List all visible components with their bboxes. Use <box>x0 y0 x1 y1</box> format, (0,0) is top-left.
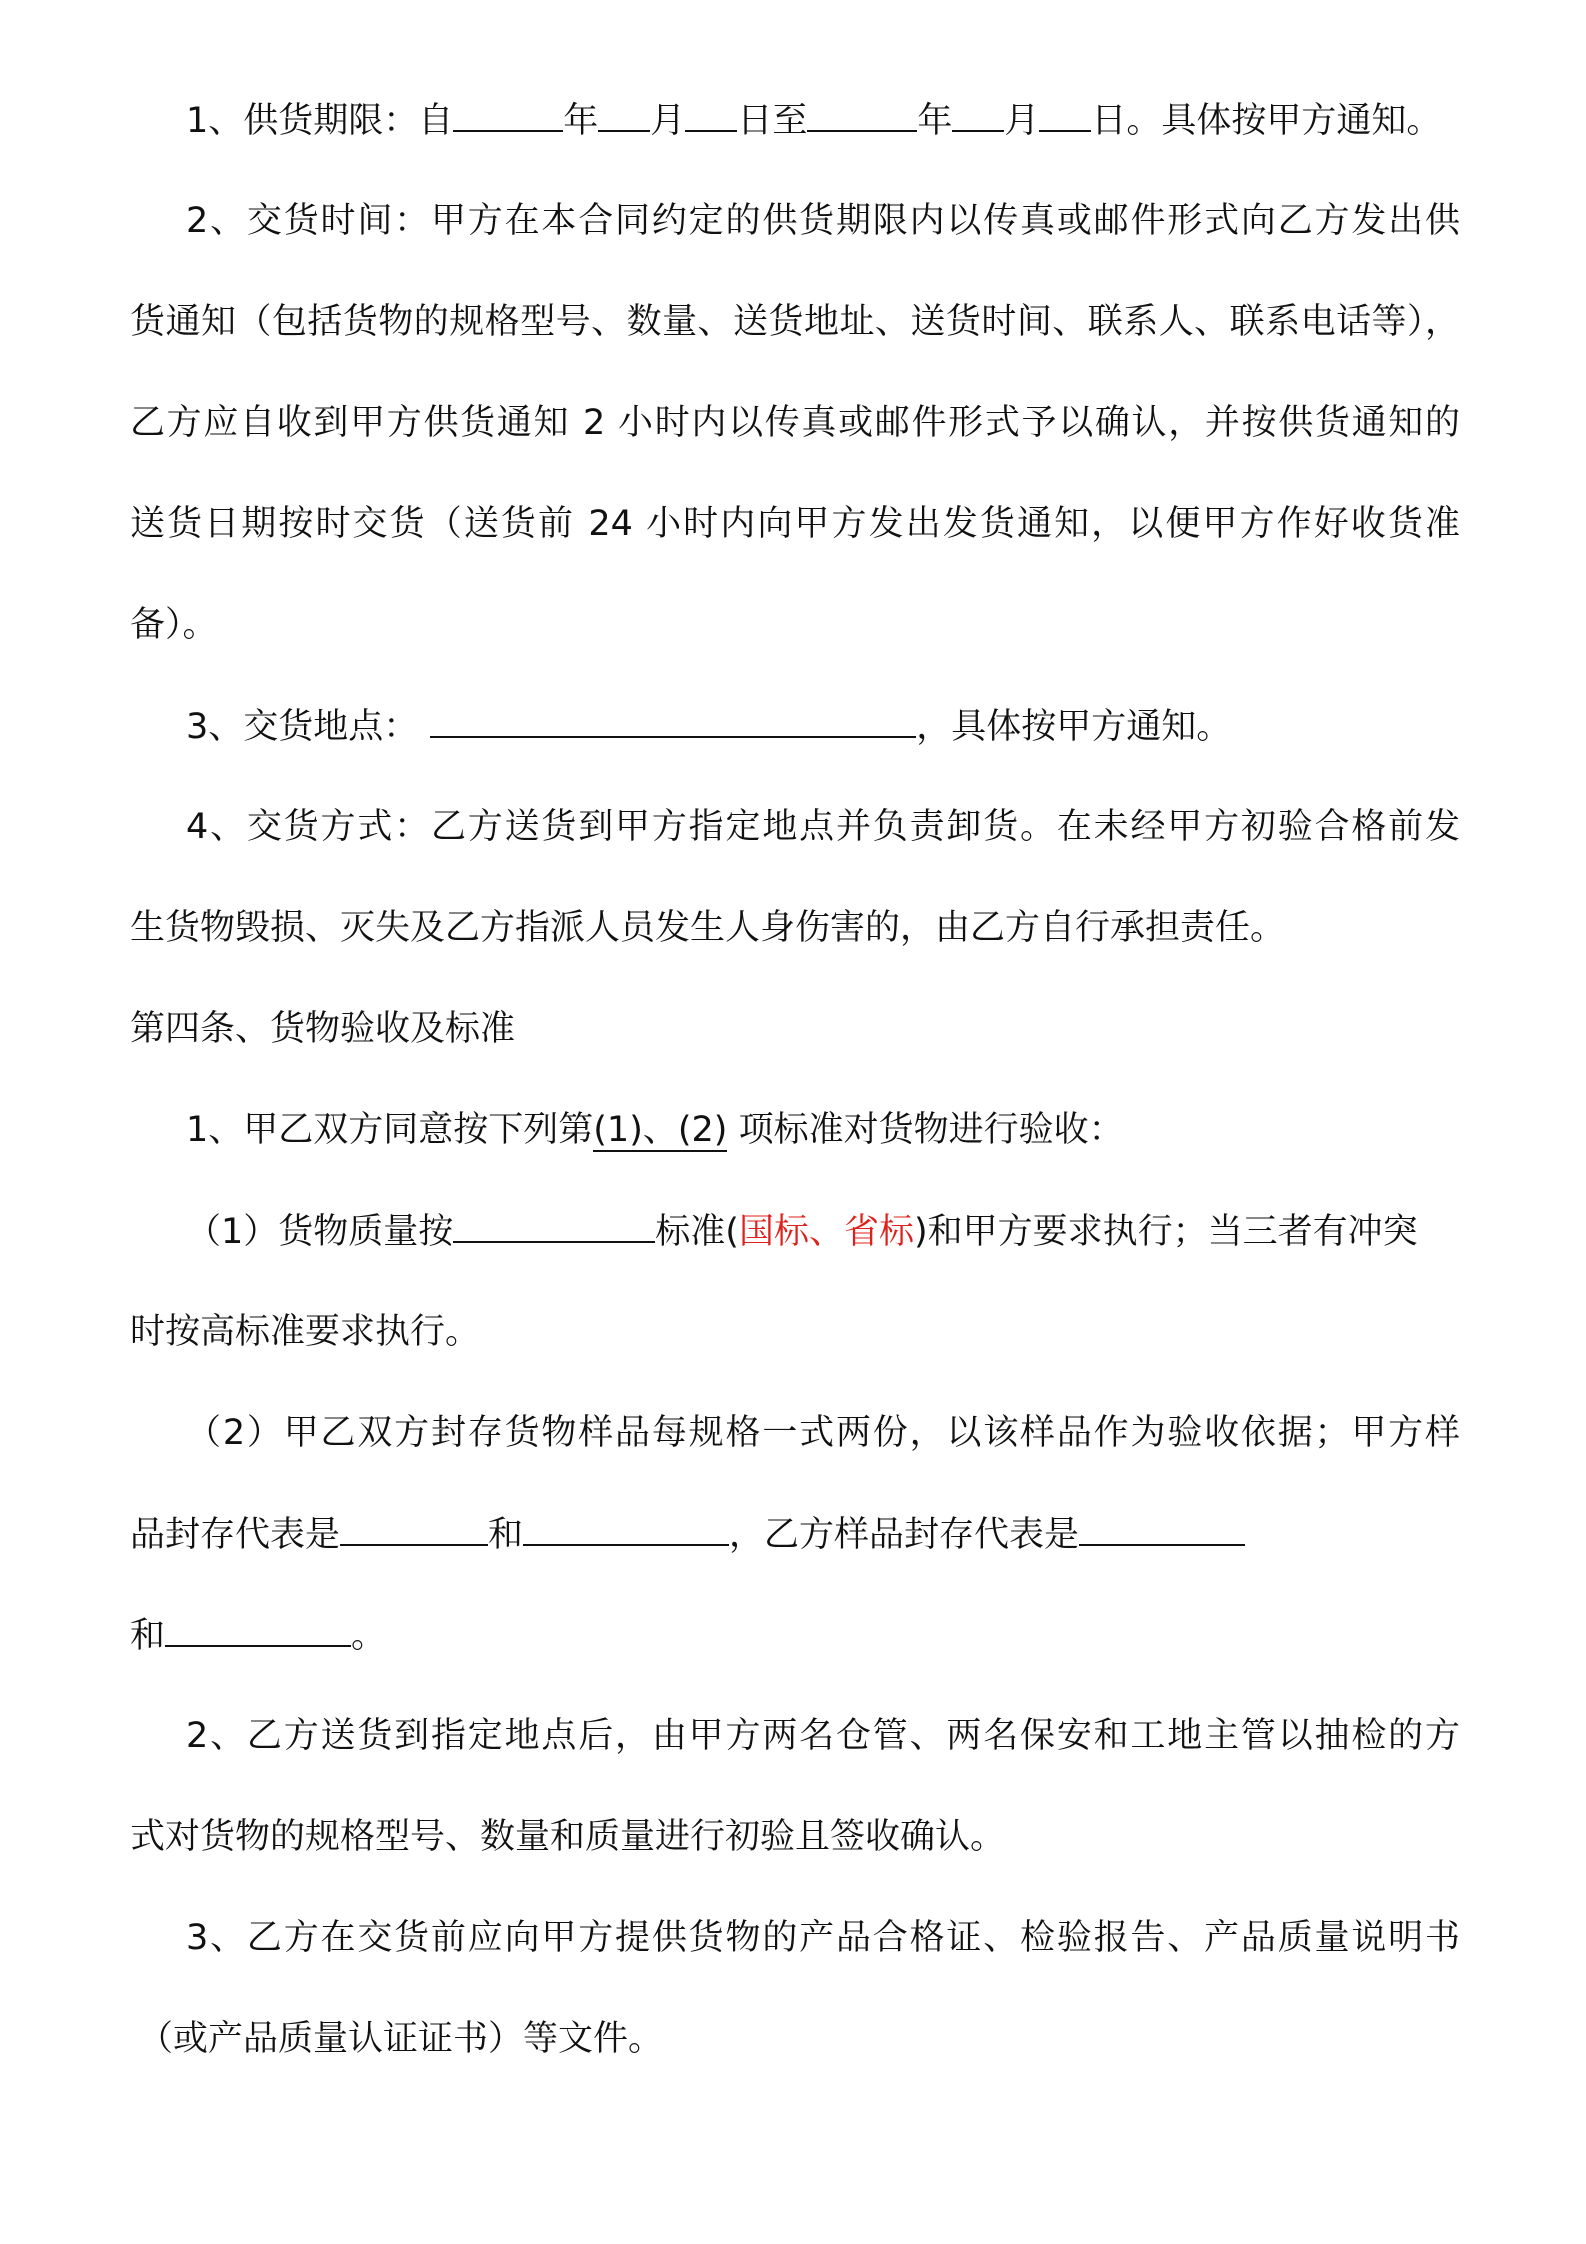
delivery-time-line-1: 2、交货时间：甲方在本合同约定的供货期限内以传真或邮件形式向乙方发出供 <box>186 201 1460 241</box>
quality-standard-prefix: （1）货物质量按 <box>186 1212 454 1252</box>
delivery-time-line-3: 乙方应自收到甲方供货通知 2 小时内以传真或邮件形式予以确认，并按供货通知的 <box>130 403 1460 443</box>
start-month-blank <box>598 96 650 132</box>
quality-standard-line <box>186 1207 1460 1256</box>
party-a-rep-label: 品封存代表是 <box>130 1515 341 1555</box>
quality-standard-suffix: )和甲方要求执行；当三者有冲突 <box>913 1212 1418 1252</box>
delivery-method-line-2: 生货物毁损、灭失及乙方指派人员发生人身伤害的，由乙方自行承担责任。 <box>130 908 1286 948</box>
and-connector-1: 和 <box>488 1515 524 1555</box>
documents-item-3-line-2: （或产品质量认证证书）等文件。 <box>138 2019 664 2059</box>
year-unit: 年 <box>563 101 599 141</box>
month-unit-2: 月 <box>1004 101 1040 141</box>
day-to-unit: 日至 <box>737 101 808 141</box>
start-day-blank <box>685 96 737 132</box>
documents-item-3-line-1: 3、乙方在交货前应向甲方提供货物的产品合格证、检验报告、产品质量说明书 <box>186 1918 1460 1958</box>
delivery-place-tail: ，具体按甲方通知。 <box>916 707 1232 747</box>
delivery-time-line-4: 送货日期按时交货（送货前 24 小时内向甲方发出发货通知，以便甲方作好收货准 <box>130 504 1460 544</box>
sample-sealing-line-3 <box>130 1611 1460 1660</box>
acceptance-standard-items-field: (1)、(2) <box>593 1110 728 1150</box>
end-month-blank <box>952 96 1004 132</box>
delivery-place-label: 3、交货地点： <box>186 707 419 747</box>
acceptance-item-1 <box>186 1106 1460 1154</box>
article-4-heading: 第四条、货物验收及标准 <box>130 1009 516 1049</box>
year-unit-2: 年 <box>917 101 953 141</box>
quality-standard-line-2: 时按高标准要求执行。 <box>130 1312 481 1352</box>
national-provincial-standard-highlight: 国标、省标 <box>738 1212 914 1252</box>
sample-sealing-line-2 <box>130 1510 1460 1559</box>
supply-period-tail: 日。具体按甲方通知。 <box>1091 101 1442 141</box>
sample-sealing-end: 。 <box>351 1616 387 1656</box>
acceptance-item-1-prefix: 1、甲乙双方同意按下列第 <box>186 1110 594 1150</box>
party-b-rep-blank-2 <box>165 1611 351 1647</box>
party-b-rep-label: ，乙方样品封存代表是 <box>729 1515 1080 1555</box>
party-a-rep-blank-1 <box>340 1510 488 1546</box>
start-year-blank <box>453 96 563 132</box>
quality-standard-blank <box>453 1207 655 1243</box>
month-unit: 月 <box>650 101 686 141</box>
delivery-place-line <box>186 702 1460 751</box>
delivery-method-line-1: 4、交货方式：乙方送货到甲方指定地点并负责卸货。在未经甲方初验合格前发 <box>186 807 1460 847</box>
end-day-blank <box>1039 96 1091 132</box>
supply-period-label: 1、供货期限：自 <box>186 101 454 141</box>
sample-sealing-line-1: （2）甲乙双方封存货物样品每规格一式两份，以该样品作为验收依据；甲方样 <box>186 1413 1460 1453</box>
quality-standard-mid: 标准( <box>655 1212 739 1252</box>
party-a-rep-blank-2 <box>523 1510 729 1546</box>
inspection-item-2-line-1: 2、乙方送货到指定地点后，由甲方两名仓管、两名保安和工地主管以抽检的方 <box>186 1716 1460 1756</box>
party-b-rep-blank-1 <box>1079 1510 1245 1546</box>
delivery-time-line-5: 备）。 <box>130 605 218 645</box>
and-connector-2: 和 <box>130 1616 166 1656</box>
supply-period-line <box>186 96 1460 145</box>
inspection-item-2-line-2: 式对货物的规格型号、数量和质量进行初验且签收确认。 <box>130 1817 1006 1857</box>
end-year-blank <box>807 96 917 132</box>
delivery-place-blank <box>430 702 916 738</box>
acceptance-item-1-suffix: 项标准对货物进行验收： <box>738 1110 1124 1150</box>
delivery-time-line-2: 货通知（包括货物的规格型号、数量、送货地址、送货时间、联系人、联系电话等）， <box>130 302 1460 342</box>
